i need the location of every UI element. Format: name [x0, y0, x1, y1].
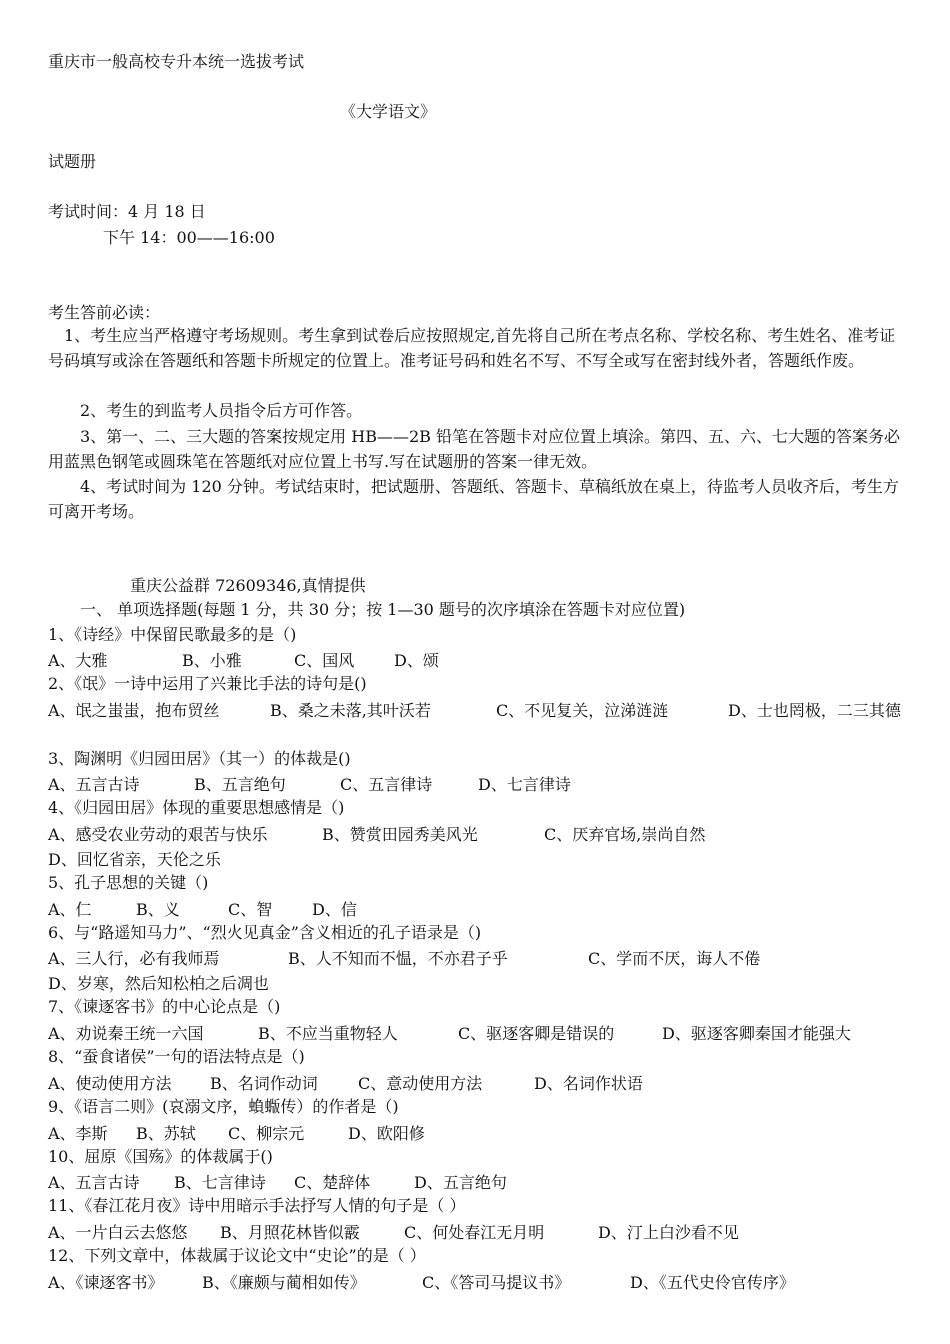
- question-options: [48, 772, 906, 797]
- question-options: [48, 648, 906, 673]
- option: C、楚辞体: [294, 1173, 371, 1192]
- option: B、不应当重物轻人: [258, 1024, 398, 1043]
- option: B、小雅: [182, 651, 242, 670]
- option: D、《五代史伶官传序》: [630, 1273, 795, 1292]
- option: A、使动使用方法: [48, 1074, 172, 1093]
- question-options: [48, 1021, 906, 1046]
- option: A、《谏逐客书》: [48, 1273, 164, 1292]
- question-options: [48, 1071, 906, 1096]
- question-stem: 4、《归园田居》体现的重要思想感情是（): [48, 798, 345, 817]
- question-options: [48, 946, 906, 996]
- question-stem: 7、《谏逐客书》的中心论点是（): [48, 997, 281, 1016]
- notice-item: 4、考试时间为 120 分钟。考试结束时，把试题册、答题纸、答题卡、草稿纸放在桌上，待监考人员收齐后，考生方可离开考场。: [48, 477, 899, 521]
- option: D、颂: [394, 651, 439, 670]
- option: D、信: [312, 900, 357, 919]
- notice-item: 1、考生应当严格遵守考场规则。考生拿到试卷后应按照规定,首先将自己所在考点名称、学校名称、考生姓名、准考证号码填写或涂在答题纸和答题卡所规定的位置上。准考证号码和姓名不写、不写全或写在密封线外者，答题纸作废。: [48, 326, 896, 370]
- section-title: 一、 单项选择题(每题 1 分，共 30 分；按 1—30 题号的次序填涂在答题卡对应位置): [80, 600, 686, 619]
- option: C、智: [228, 900, 273, 919]
- option: A、一片白云去悠悠: [48, 1223, 188, 1242]
- question-stem: 10、屈原《国殇》的体裁属于(): [48, 1147, 273, 1166]
- subject-title: 《大学语文》: [340, 102, 437, 121]
- option: B、苏轼: [136, 1124, 196, 1143]
- option: D、七言律诗: [478, 775, 571, 794]
- option: A、劝说秦王统一六国: [48, 1024, 204, 1043]
- question-stem: 1、《诗经》中保留民歌最多的是（): [48, 625, 297, 644]
- exam-time-label: 考试时间：4 月 18 日: [48, 202, 206, 221]
- option: A、大雅: [48, 651, 108, 670]
- option: C、学而不厌，诲人不倦: [588, 949, 761, 968]
- question-options: [48, 1121, 906, 1146]
- question-stem: 12、下列文章中，体裁属于议论文中“史论”的是（ ）: [48, 1246, 426, 1265]
- option: B、七言律诗: [174, 1173, 266, 1192]
- question-stem: 8、“蚕食诸侯”一句的语法特点是（): [48, 1047, 305, 1066]
- option: B、赞赏田园秀美风光: [322, 825, 478, 844]
- notice-item: 2、考生的到监考人员指令后方可作答。: [80, 401, 363, 420]
- option: B、名词作动词: [210, 1074, 318, 1093]
- option: B、桑之未落,其叶沃若: [270, 701, 431, 720]
- exam-name: 重庆市一般高校专升本统一选拔考试: [48, 52, 305, 71]
- option: C、驱逐客卿是错误的: [458, 1024, 615, 1043]
- option: C、国风: [294, 651, 355, 670]
- question-options: [48, 1270, 906, 1295]
- option: B、《廉颇与蔺相如传》: [202, 1273, 366, 1292]
- question-stem: 6、与“路遥知马力”、“烈火见真金”含义相近的孔子语录是（): [48, 923, 482, 942]
- option: A、三人行，必有我师焉: [48, 949, 220, 968]
- option: C、《答司马提议书》: [422, 1273, 571, 1292]
- option: D、士也罔极，二三其德: [728, 701, 901, 720]
- exam-time-slot: 下午 14：00——16:00: [103, 228, 275, 247]
- option: D、驱逐客卿秦国才能强大: [662, 1024, 851, 1043]
- option: C、意动使用方法: [358, 1074, 483, 1093]
- option: A、氓之蚩蚩，抱布贸丝: [48, 701, 220, 720]
- question-stem: 11、《春江花月夜》诗中用暗示手法抒写人情的句子是（ ）: [48, 1196, 466, 1215]
- option: A、感受农业劳动的艰苦与快乐: [48, 825, 268, 844]
- option: C、何处春江无月明: [404, 1223, 545, 1242]
- question-stem: 2、《氓》一诗中运用了兴兼比手法的诗句是(): [48, 674, 367, 693]
- question-options: [48, 897, 906, 922]
- option: B、义: [136, 900, 180, 919]
- option: D、欧阳修: [348, 1124, 425, 1143]
- booklet-label: 试题册: [48, 152, 97, 171]
- option: C、五言律诗: [340, 775, 433, 794]
- question-stem: 3、陶渊明《归园田居》（其一）的体裁是(): [48, 749, 351, 768]
- option: D、岁寒，然后知松柏之后凋也: [48, 974, 269, 993]
- option: B、五言绝句: [194, 775, 286, 794]
- notice-item: 3、第一、二、三大题的答案按规定用 HB——2B 铅笔在答题卡对应位置上填涂。第四、五、六、七大题的答案务必用蓝黑色钢笔或圆珠笔在答题纸对应位置上书写.写在试题册的答案一律无效。: [48, 427, 901, 471]
- option: B、人不知而不愠，不亦君子乎: [288, 949, 508, 968]
- option: A、仁: [48, 900, 92, 919]
- notice-title: 考生答前必读：: [48, 303, 161, 322]
- question-options: [48, 1170, 906, 1195]
- option: C、柳宗元: [228, 1124, 305, 1143]
- question-options: [48, 822, 906, 872]
- option: D、汀上白沙看不见: [598, 1223, 739, 1242]
- option: A、五言古诗: [48, 775, 140, 794]
- option: B、月照花林皆似霰: [220, 1223, 360, 1242]
- question-stem: 9、《语言二则》(哀溺文序，蝜蝂传）的作者是（): [48, 1097, 399, 1116]
- question-options: [48, 1220, 906, 1245]
- option: A、五言古诗: [48, 1173, 140, 1192]
- option: D、回忆省亲，天伦之乐: [48, 850, 221, 869]
- option: D、五言绝句: [414, 1173, 507, 1192]
- question-options: [48, 698, 906, 723]
- source-note: 重庆公益群 72609346,真情提供: [130, 576, 366, 595]
- option: C、厌弃官场,崇尚自然: [544, 825, 706, 844]
- option: D、名词作状语: [534, 1074, 643, 1093]
- option: C、不见复关，泣涕涟涟: [496, 701, 669, 720]
- question-stem: 5、孔子思想的关键（): [48, 873, 209, 892]
- option: A、李斯: [48, 1124, 108, 1143]
